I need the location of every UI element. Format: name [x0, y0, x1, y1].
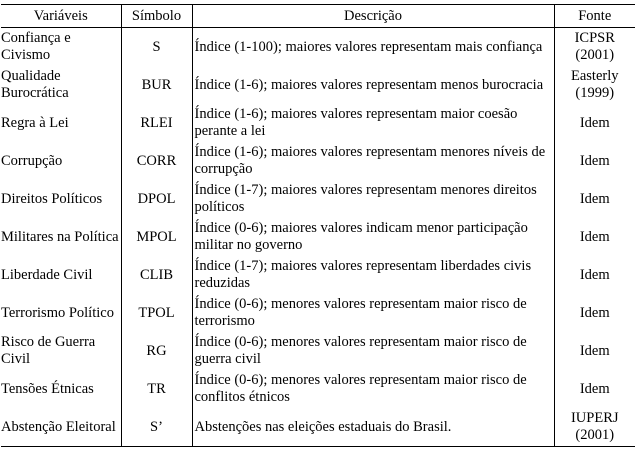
variable-source: Idem	[554, 370, 635, 408]
variable-source: Idem	[554, 142, 635, 180]
variable-description: Índice (0-6); menores valores representam maior risco de terrorismo	[192, 294, 554, 332]
variable-symbol: CORR	[121, 142, 192, 180]
variable-name: Corrupção	[1, 152, 63, 169]
header-simbolo: Símbolo	[121, 5, 192, 28]
variable-name: Liberdade Civil	[1, 266, 93, 283]
variable-name: Regra à Lei	[1, 114, 69, 131]
variables-table	[1, 4, 635, 447]
table-row	[1, 28, 635, 67]
table-row	[1, 408, 635, 447]
table-row	[1, 256, 635, 294]
table-row	[1, 294, 635, 332]
variable-source: ICPSR (2001)	[554, 28, 635, 67]
variable-description: Índice (0-6); menores valores representam maior risco de guerra civil	[192, 332, 554, 370]
variable-description: Índice (1-7); maiores valores representam liberdades civis reduzidas	[192, 256, 554, 294]
table-row	[1, 180, 635, 218]
table-row	[1, 104, 635, 142]
variable-description: Índice (1-100); maiores valores representam mais confiança	[192, 28, 554, 67]
variable-source: Idem	[554, 294, 635, 332]
variable-name: Direitos Políticos	[1, 190, 103, 207]
variable-symbol: CLIB	[121, 256, 192, 294]
variable-symbol: RG	[121, 332, 192, 370]
variable-symbol: S’	[121, 408, 192, 447]
variable-symbol: TR	[121, 370, 192, 408]
variable-source: Easterly (1999)	[554, 66, 635, 104]
variable-source: Idem	[554, 218, 635, 256]
variable-name: Risco de Guerra Civil	[1, 334, 96, 367]
variable-source: Idem	[554, 256, 635, 294]
variable-description: Índice (0-6); maiores valores indicam menor participação militar no governo	[192, 218, 554, 256]
variable-name: Confiança e Civismo	[1, 30, 71, 63]
variable-name: Terrorismo Político	[1, 304, 114, 321]
table-row	[1, 66, 635, 104]
variable-symbol: DPOL	[121, 180, 192, 218]
table-row	[1, 218, 635, 256]
variable-symbol: S	[121, 28, 192, 67]
table-row	[1, 142, 635, 180]
header-variaveis: Variáveis	[1, 5, 121, 28]
variable-symbol: RLEI	[121, 104, 192, 142]
variable-name: Qualidade Burocrática	[1, 68, 69, 101]
variable-name: Militares na Política	[1, 228, 119, 245]
variable-source: Idem	[554, 104, 635, 142]
variable-symbol: MPOL	[121, 218, 192, 256]
variable-name: Abstenção Eleitoral	[1, 408, 121, 447]
table-header-row	[1, 5, 635, 28]
variable-name: Tensões Étnicas	[1, 380, 94, 397]
variable-description: Índice (1-7); maiores valores representam menores direitos políticos	[192, 180, 554, 218]
variable-description: Índice (0-6); menores valores representam maior risco de conflitos étnicos	[192, 370, 554, 408]
variable-description: Abstenções nas eleições estaduais do Brasil.	[192, 408, 554, 447]
table-row	[1, 332, 635, 370]
variable-source: IUPERJ (2001)	[554, 408, 635, 447]
variable-symbol: TPOL	[121, 294, 192, 332]
table-row	[1, 370, 635, 408]
variable-description: Índice (1-6); maiores valores representam menores níveis de corrupção	[192, 142, 554, 180]
variable-description: Índice (1-6); maiores valores representam menos burocracia	[192, 66, 554, 104]
variable-description: Índice (1-6); maiores valores representam maior coesão perante a lei	[192, 104, 554, 142]
variable-source: Idem	[554, 180, 635, 218]
variable-symbol: BUR	[121, 66, 192, 104]
variable-source: Idem	[554, 332, 635, 370]
header-descricao: Descrição	[192, 5, 554, 28]
header-fonte: Fonte	[554, 5, 635, 28]
